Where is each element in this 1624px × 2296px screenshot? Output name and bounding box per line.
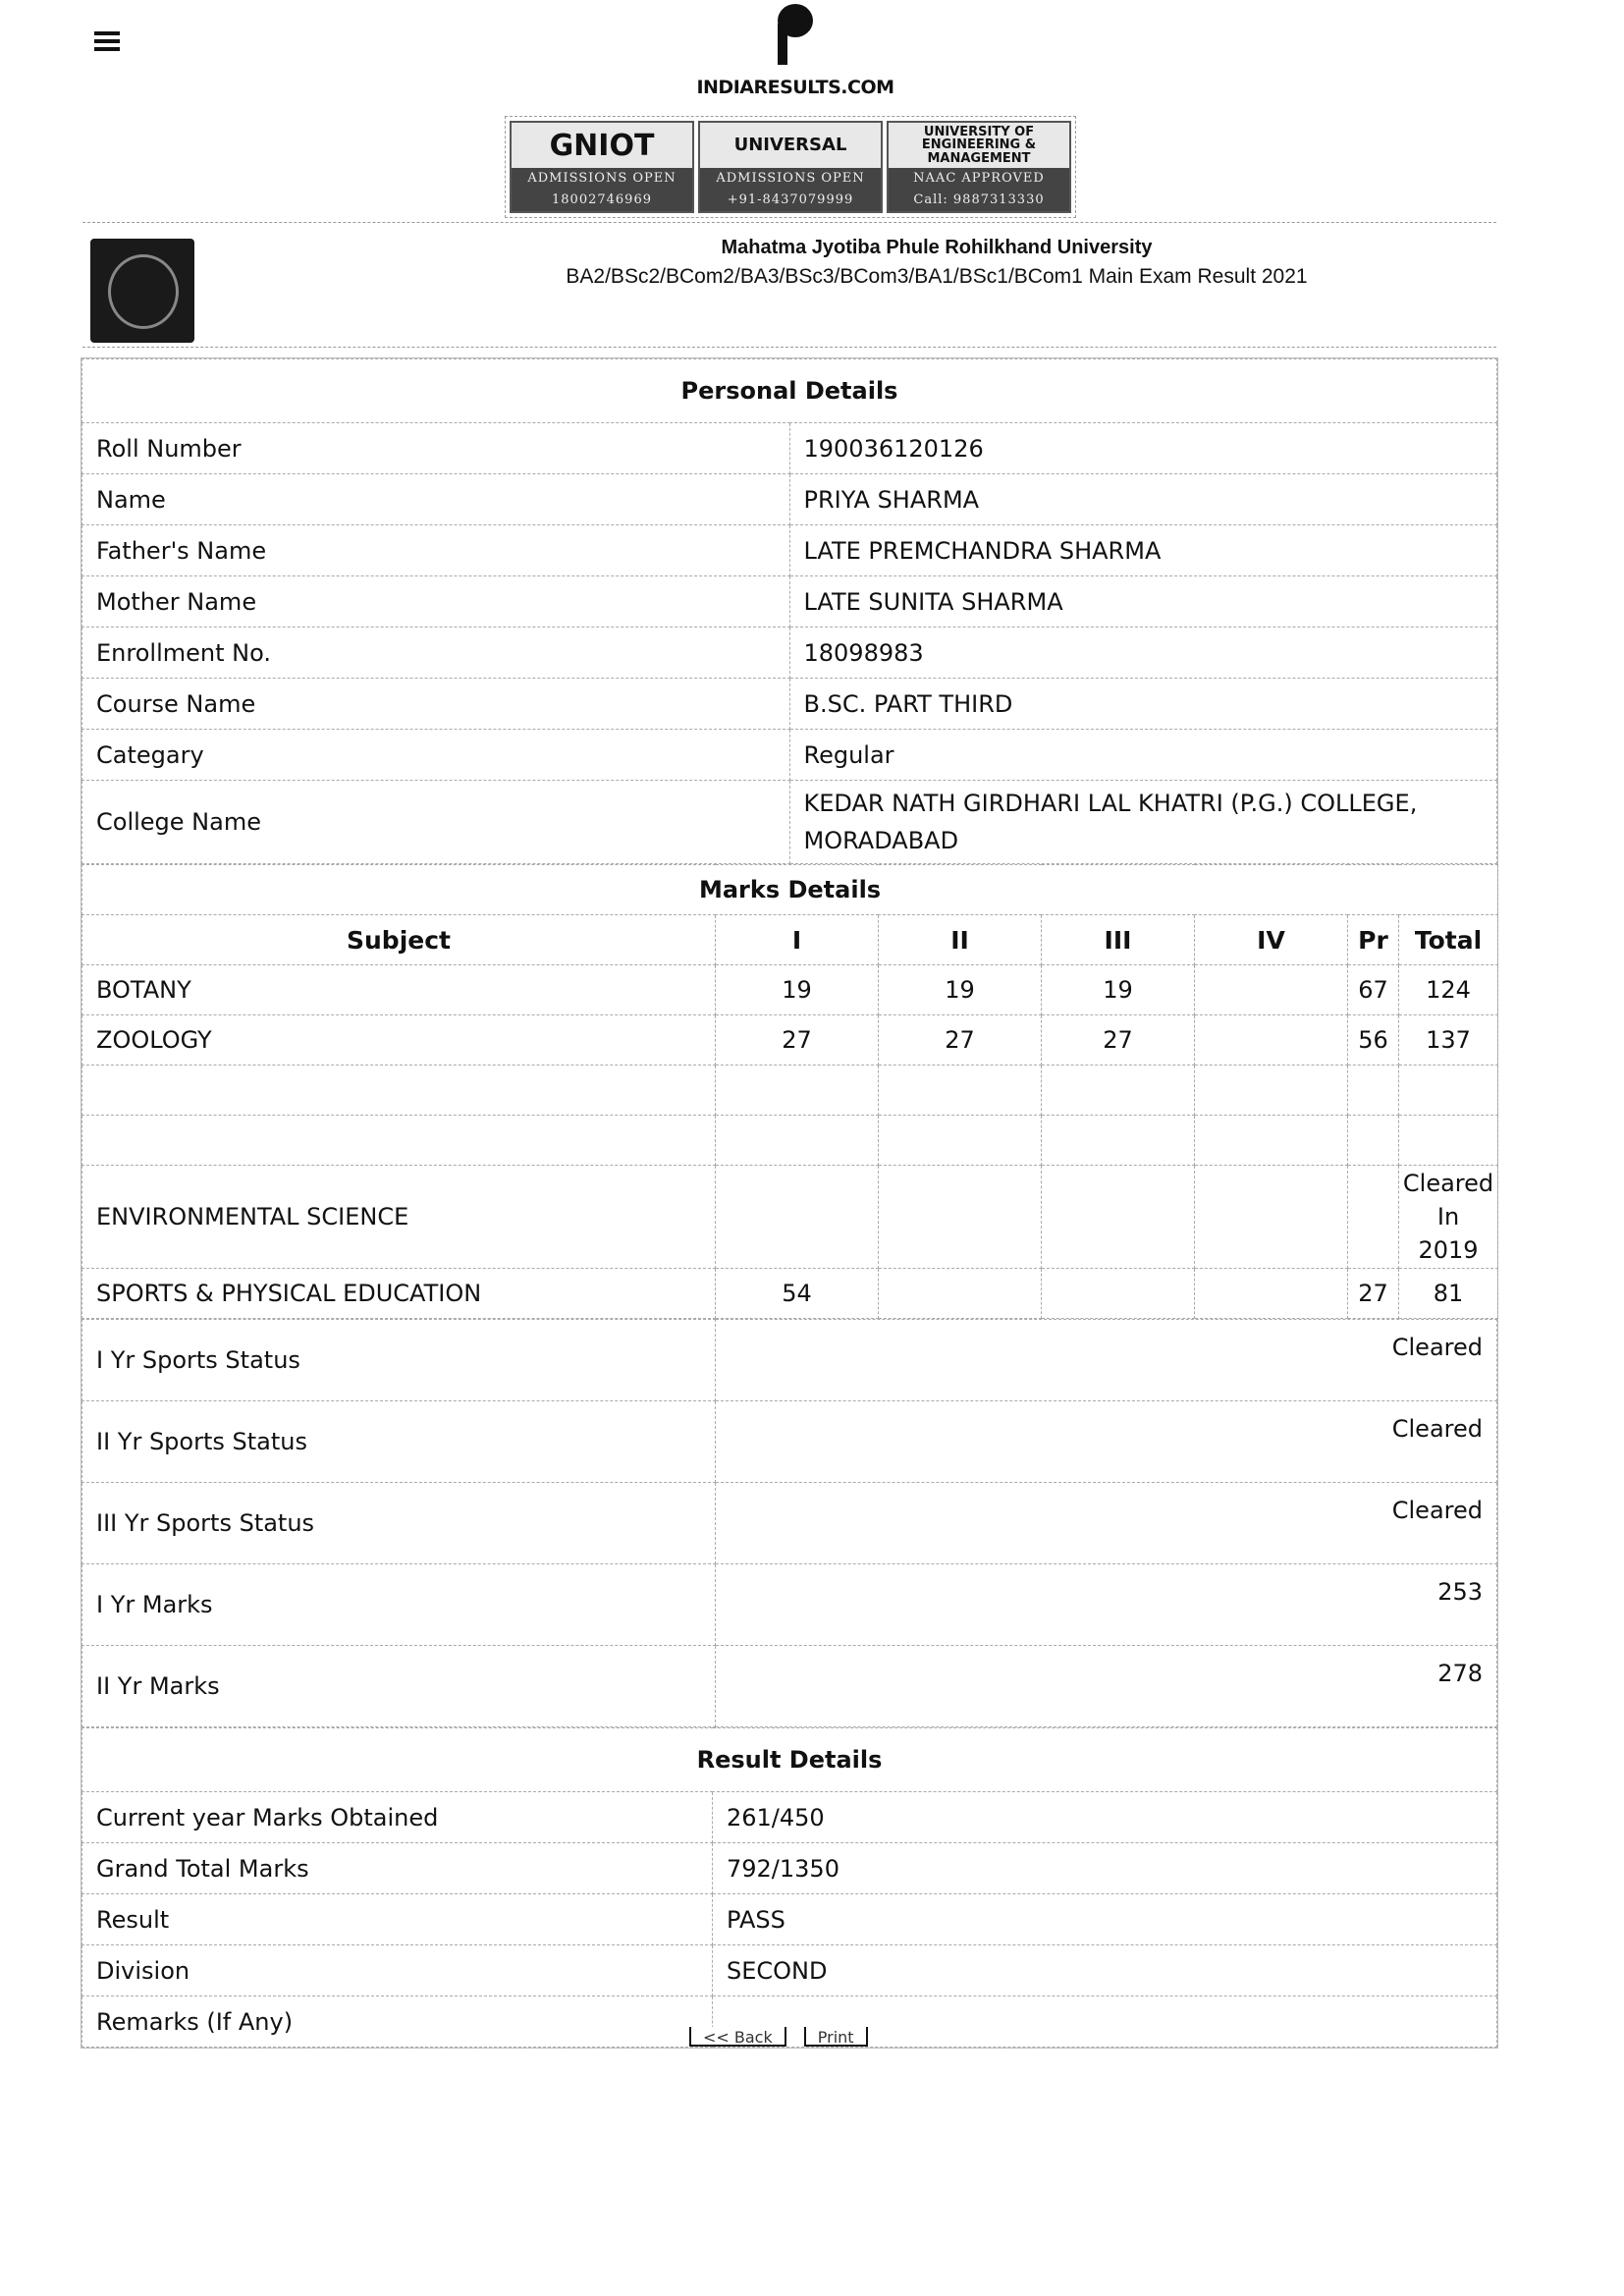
label-mother-name: Mother Name bbox=[82, 576, 790, 628]
value-father-name: LATE PREMCHANDRA SHARMA bbox=[789, 525, 1497, 576]
label-father-name: Father's Name bbox=[82, 525, 790, 576]
marks-i: 27 bbox=[716, 1015, 879, 1066]
site-logo[interactable] bbox=[687, 2, 903, 100]
marks-total: 137 bbox=[1399, 1015, 1498, 1066]
marks-practical: 67 bbox=[1348, 965, 1399, 1015]
label-category: Categary bbox=[82, 730, 790, 781]
env-total-line: Cleared bbox=[1402, 1170, 1494, 1197]
env-total-line: In bbox=[1436, 1203, 1460, 1230]
university-emblem-icon bbox=[90, 239, 194, 343]
ad-phone: Call: 9887313330 bbox=[889, 190, 1069, 211]
label-roll-number: Roll Number bbox=[82, 423, 790, 474]
value-i-yr-sports-status: Cleared bbox=[716, 1320, 1497, 1401]
university-header bbox=[82, 222, 1496, 348]
print-button[interactable]: Print bbox=[804, 2027, 868, 2047]
marks-practical: 27 bbox=[1348, 1269, 1399, 1319]
ad-line: NAAC APPROVED bbox=[889, 168, 1069, 190]
value-ii-yr-marks: 278 bbox=[716, 1646, 1497, 1727]
empty-row bbox=[82, 1116, 1498, 1166]
label-remarks: Remarks (If Any) bbox=[82, 1996, 713, 2048]
site-brand: INDIARESULTS.COM bbox=[696, 77, 894, 98]
ad-uem[interactable] bbox=[887, 121, 1071, 213]
label-i-yr-marks: I Yr Marks bbox=[82, 1564, 716, 1646]
value-name: PRIYA SHARMA bbox=[789, 474, 1497, 525]
marks-iv bbox=[1195, 1015, 1348, 1066]
label-college-name: College Name bbox=[82, 781, 790, 864]
section-title-marks: Marks Details bbox=[82, 865, 1498, 915]
value-enrollment-no: 18098983 bbox=[789, 628, 1497, 679]
marks-iv bbox=[1195, 965, 1348, 1015]
header-paper-iv: IV bbox=[1195, 915, 1348, 965]
subject-name: ENVIRONMENTAL SCIENCE bbox=[82, 1166, 716, 1269]
personal-details-table bbox=[81, 358, 1497, 864]
label-name: Name bbox=[82, 474, 790, 525]
label-i-yr-sports-status: I Yr Sports Status bbox=[82, 1320, 716, 1401]
logo-mark-icon bbox=[774, 4, 817, 45]
marks-practical: 56 bbox=[1348, 1015, 1399, 1066]
value-mother-name: LATE SUNITA SHARMA bbox=[789, 576, 1497, 628]
value-course-name: B.SC. PART THIRD bbox=[789, 679, 1497, 730]
value-category: Regular bbox=[789, 730, 1497, 781]
label-grand-total: Grand Total Marks bbox=[82, 1843, 713, 1894]
ad-phone: 18002746969 bbox=[512, 190, 692, 211]
value-i-yr-marks: 253 bbox=[716, 1564, 1497, 1646]
label-iii-yr-sports-status: III Yr Sports Status bbox=[82, 1483, 716, 1564]
ad-title: UNIVERSAL bbox=[733, 134, 847, 155]
value-division: SECOND bbox=[713, 1945, 1497, 1996]
ad-line: ADMISSIONS OPEN bbox=[512, 168, 692, 190]
subject-name: ZOOLOGY bbox=[82, 1015, 716, 1066]
marks-iii: 19 bbox=[1042, 965, 1195, 1015]
marks-ii: 27 bbox=[879, 1015, 1042, 1066]
table-row bbox=[82, 965, 1498, 1015]
label-ii-yr-marks: II Yr Marks bbox=[82, 1646, 716, 1727]
ad-title: GNIOT bbox=[549, 128, 655, 163]
result-sheet bbox=[81, 357, 1498, 2049]
value-result: PASS bbox=[713, 1894, 1497, 1945]
marks-total: 81 bbox=[1399, 1269, 1498, 1319]
ad-title: UNIVERSITY OF ENGINEERING & MANAGEMENT bbox=[921, 124, 1037, 166]
marks-total: 124 bbox=[1399, 965, 1498, 1015]
header-practical: Pr bbox=[1348, 915, 1399, 965]
value-college-name: KEDAR NATH GIRDHARI LAL KHATRI (P.G.) COLLEGE, MORADABAD bbox=[789, 781, 1497, 864]
value-ii-yr-sports-status: Cleared bbox=[716, 1401, 1497, 1483]
marks-iii: 27 bbox=[1042, 1015, 1195, 1066]
value-iii-yr-sports-status: Cleared bbox=[716, 1483, 1497, 1564]
ad-universal[interactable] bbox=[698, 121, 883, 213]
section-title-result: Result Details bbox=[82, 1728, 1497, 1792]
env-total-line: 2019 bbox=[1418, 1236, 1479, 1264]
marks-i: 19 bbox=[716, 965, 879, 1015]
ad-phone: +91-8437079999 bbox=[700, 190, 881, 211]
value-roll-number: 190036120126 bbox=[789, 423, 1497, 474]
env-total bbox=[1399, 1166, 1498, 1269]
hamburger-menu-icon[interactable] bbox=[94, 31, 120, 51]
label-current-year-marks: Current year Marks Obtained bbox=[82, 1792, 713, 1843]
header-paper-iii: III bbox=[1042, 915, 1195, 965]
label-enrollment-no: Enrollment No. bbox=[82, 628, 790, 679]
marks-ii: 19 bbox=[879, 965, 1042, 1015]
back-button[interactable]: << Back bbox=[689, 2027, 786, 2047]
empty-row bbox=[82, 1066, 1498, 1116]
result-details-table bbox=[81, 1727, 1497, 2048]
subject-name: BOTANY bbox=[82, 965, 716, 1015]
marks-details-table bbox=[81, 864, 1498, 1319]
exam-title: BA2/BSc2/BCom2/BA3/BSc3/BCom3/BA1/BSc1/BCom1 Main Exam Result 2021 bbox=[566, 265, 1308, 288]
label-result: Result bbox=[82, 1894, 713, 1945]
section-title-personal: Personal Details bbox=[82, 359, 1497, 423]
status-table bbox=[81, 1319, 1497, 1727]
table-row bbox=[82, 1269, 1498, 1319]
table-row bbox=[82, 1166, 1498, 1269]
ad-banner-strip bbox=[505, 116, 1076, 218]
label-course-name: Course Name bbox=[82, 679, 790, 730]
ad-gniot[interactable] bbox=[510, 121, 694, 213]
header-total: Total bbox=[1399, 915, 1498, 965]
header-paper-i: I bbox=[716, 915, 879, 965]
subject-name: SPORTS & PHYSICAL EDUCATION bbox=[82, 1269, 716, 1319]
header-paper-ii: II bbox=[879, 915, 1042, 965]
value-current-year-marks: 261/450 bbox=[713, 1792, 1497, 1843]
university-name: Mahatma Jyotiba Phule Rohilkhand University bbox=[721, 237, 1153, 258]
ad-line: ADMISSIONS OPEN bbox=[700, 168, 881, 190]
value-grand-total: 792/1350 bbox=[713, 1843, 1497, 1894]
action-buttons bbox=[689, 2027, 868, 2047]
marks-i: 54 bbox=[716, 1269, 879, 1319]
label-division: Division bbox=[82, 1945, 713, 1996]
header-subject: Subject bbox=[82, 915, 716, 965]
label-ii-yr-sports-status: II Yr Sports Status bbox=[82, 1401, 716, 1483]
table-row bbox=[82, 1015, 1498, 1066]
